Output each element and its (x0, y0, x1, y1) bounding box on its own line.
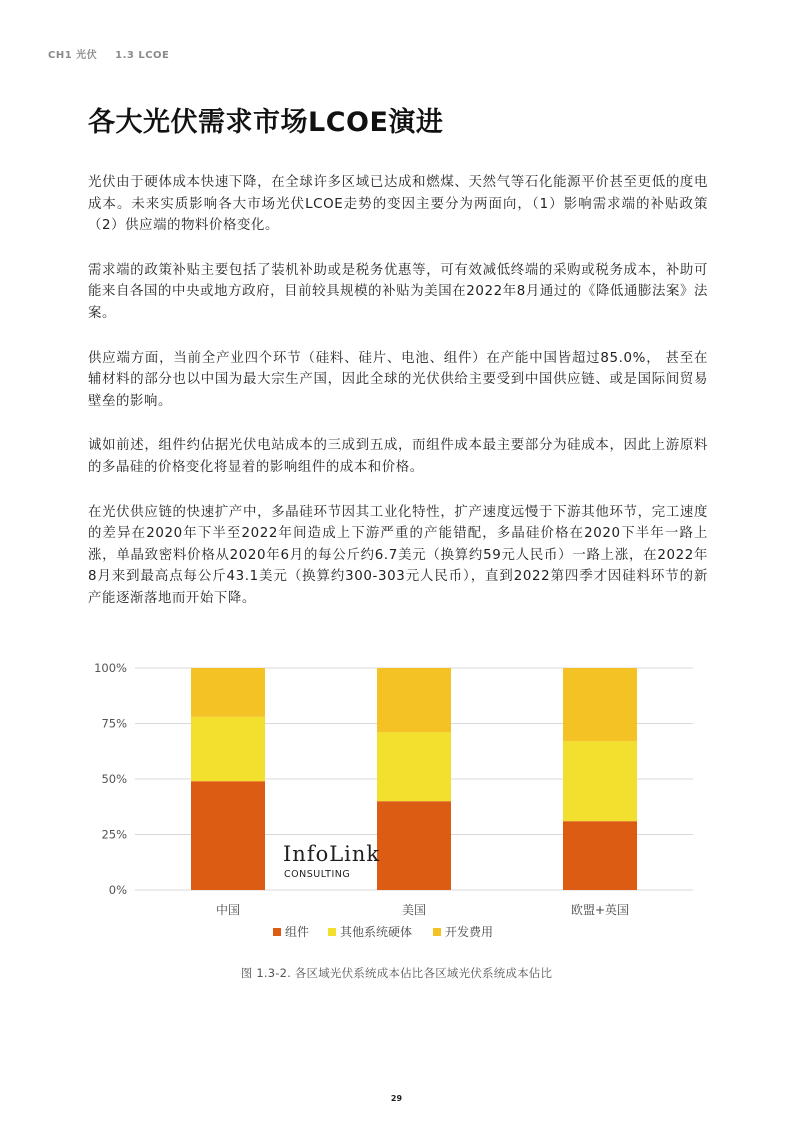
bar-segment (563, 821, 637, 890)
watermark-sub: CONSULTING (284, 869, 351, 880)
bar-segment (377, 801, 451, 890)
y-tick-label: 75% (101, 716, 127, 731)
paragraph-1: 光伏由于硬体成本快速下降，在全球许多区域已达成和燃煤、天然气等石化能源平价甚至更低的度电成本。未来实质影响各大市场光伏LCOE走势的变因主要分为两面向，（1）影响需求端的补贴政策（2）供应端的物料价格变化。 (88, 175, 708, 234)
bar-segment (191, 668, 265, 717)
bar-segment (563, 668, 637, 741)
header-section: 1.3 LCOE (115, 50, 170, 61)
cost-share-chart (0, 650, 793, 950)
legend-label: 组件 (285, 925, 310, 939)
bar-segment (377, 732, 451, 801)
legend-label: 其他系统硬体 (340, 925, 413, 939)
paragraph-2: 需求端的政策补贴主要包括了装机补助或是税务优惠等，可有效减低终端的采购或税务成本，补助可能来自各国的中央或地方政府，目前较具规模的补贴为美国在2022年8月通过的《降低通膨法案》法案。 (88, 262, 708, 321)
legend-label: 开发费用 (445, 925, 494, 939)
y-tick-label: 50% (101, 772, 127, 786)
x-tick-label: 美国 (401, 903, 427, 917)
bar-segment (377, 668, 451, 732)
page-number: 29 (390, 1094, 403, 1103)
body-text (88, 172, 708, 633)
legend-swatch (433, 928, 441, 936)
paragraph-4: 诚如前述，组件约佔据光伏电站成本的三成到五成，而组件成本最主要部分为硅成本，因此上游原料的多晶硅的价格变化将显着的影响组件的成本和价格。 (88, 438, 708, 475)
paragraph-3: 供应端方面，当前全产业四个环节（硅料、硅片、电池、组件）在产能中国皆超过85.0%， 甚至在辅材料的部分也以中国为最大宗生产国，因此全球的光伏供给主要受到中国供应链、或是国际间贸易壁垒的影响。 (88, 350, 708, 409)
bar-segment (191, 717, 265, 781)
y-tick-label: 100% (94, 661, 127, 675)
page-title: 各大光伏需求市场LCOE演进 (88, 107, 444, 138)
x-tick-label: 中国 (215, 903, 241, 917)
y-tick-label: 0% (108, 883, 127, 897)
header-chapter: CH1 光伏 (48, 50, 98, 61)
running-header (48, 46, 183, 61)
bar-segment (563, 741, 637, 821)
legend-swatch (273, 928, 281, 936)
legend-swatch (328, 928, 336, 936)
y-tick-label: 25% (101, 827, 127, 842)
x-tick-label: 欧盟+英国 (570, 903, 630, 917)
figure-caption: 图 1.3-2. 各区域光伏系统成本佔比各区域光伏系统成本佔比 (240, 966, 553, 980)
paragraph-5: 在光伏供应链的快速扩产中，多晶硅环节因其工业化特性，扩产速度远慢于下游其他环节，完工速度的差异在2020年下半至2022年间造成上下游严重的产能错配，多晶硅价格在2020下半年一路上涨，单晶致密料价格从2020年6月的每公斤约6.7美元（换算约59元人民币）一路上涨，在2022年8月来到最高点每公斤43.1美元（换算约300-303元人民币），直到2022第四季才因硅料环节的新产能逐渐落地而开始下降。 (88, 504, 708, 606)
bar-segment (191, 781, 265, 890)
watermark-brand: InfoLink (283, 842, 381, 866)
